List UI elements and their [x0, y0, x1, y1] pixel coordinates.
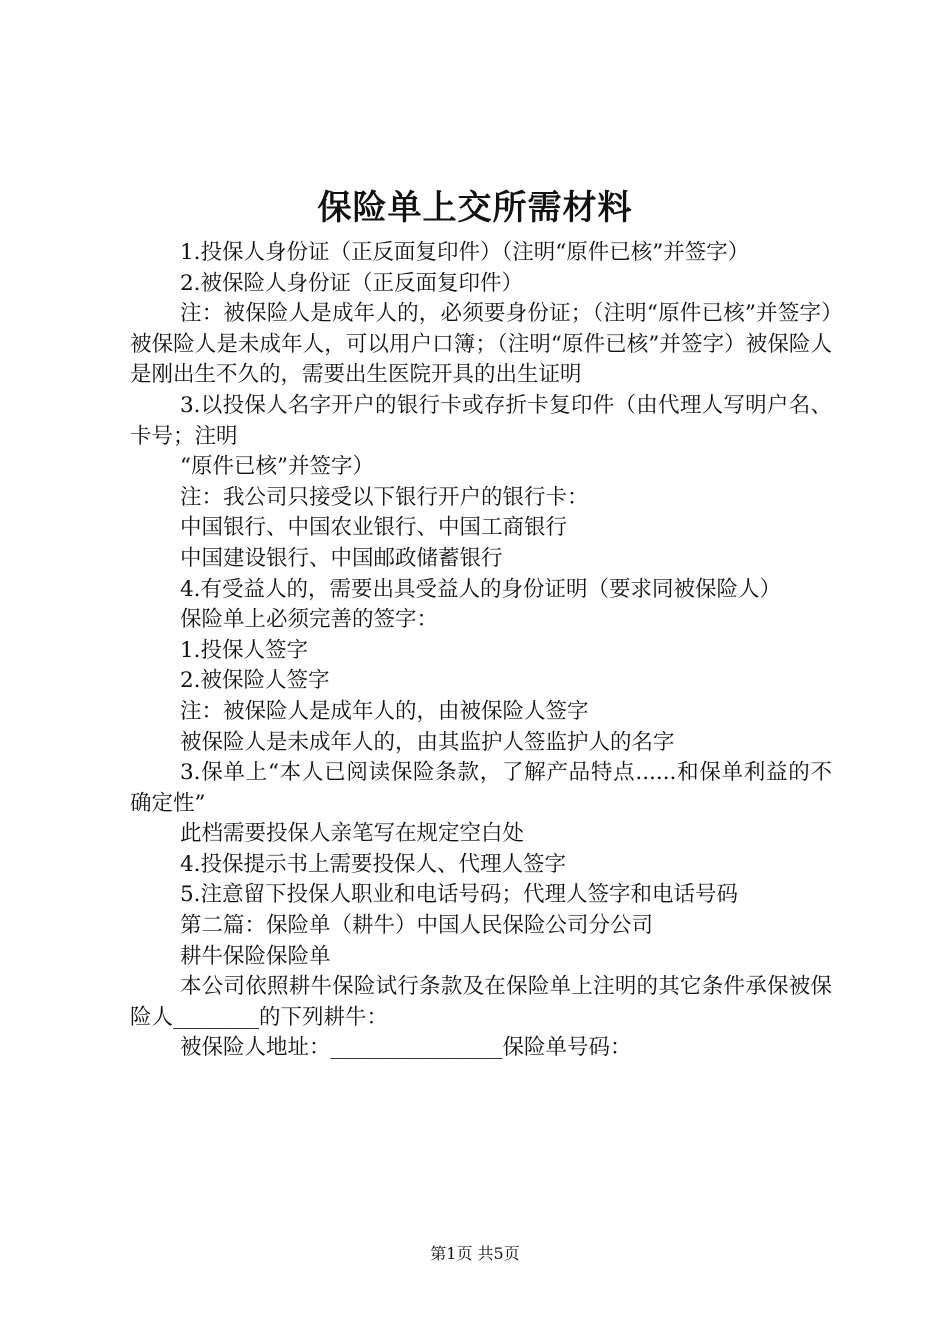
- paragraph: 第二篇：保险单（耕牛）中国人民保险公司分公司: [180, 913, 654, 939]
- paragraph: 被保险人地址：________________保险单号码：: [180, 1035, 632, 1061]
- paragraph: 注：被保险人是成年人的，由被保险人签字: [180, 698, 589, 724]
- paragraph: 被保险人是未成年人的，由其监护人签监护人的名字: [180, 729, 675, 755]
- paragraph: 3.保单上“本人已阅读保险条款，了解产品特点......和保单利益的不确定性”: [130, 760, 832, 816]
- paragraph: 3.以投保人名字开户的银行卡或存折卡复印件（由代理人写明户名、卡号；注明: [130, 392, 832, 449]
- paragraph: “原件已核”并签字）: [180, 454, 374, 480]
- page-number-footer: 第1页 共5页: [430, 1244, 520, 1263]
- paragraph: 耕牛保险保险单: [180, 943, 331, 969]
- paragraph: 注：我公司只接受以下银行开户的银行卡：: [180, 484, 589, 510]
- paragraph: 注：被保险人是成年人的，必须要身份证；（注明“原件已核”并签字）被保险人是未成年人，可以用户口簿；（注明“原件已核”并签字）被保险人是刚出生不久的，需要出生医院开具的出生证明: [130, 301, 832, 388]
- document-body: [130, 238, 832, 1064]
- paragraph: 中国建设银行、中国邮政储蓄银行: [180, 545, 503, 571]
- paragraph: 4.投保提示书上需要投保人、代理人签字: [180, 851, 567, 877]
- paragraph: 保险单上必须完善的签字：: [180, 607, 439, 633]
- paragraph: 1.投保人签字: [180, 637, 309, 663]
- paragraph: 4.有受益人的，需要出具受益人的身份证明（要求同被保险人）: [180, 576, 782, 602]
- paragraph: 此档需要投保人亲笔写在规定空白处: [180, 821, 525, 847]
- paragraph: 本公司依照耕牛保险试行条款及在保险单上注明的其它条件承保被保险人________的下列耕牛：: [130, 974, 832, 1030]
- paragraph: 1.投保人身份证（正反面复印件）（注明“原件已核”并签字）: [180, 240, 750, 265]
- paragraph: 2.被保险人身份证（正反面复印件）: [180, 270, 524, 296]
- paragraph: 5.注意留下投保人职业和电话号码；代理人签字和电话号码: [180, 882, 739, 908]
- document-title: 保险单上交所需材料: [317, 188, 633, 228]
- paragraph: 2.被保险人签字: [180, 668, 330, 694]
- paragraph: 中国银行、中国农业银行、中国工商银行: [180, 515, 568, 541]
